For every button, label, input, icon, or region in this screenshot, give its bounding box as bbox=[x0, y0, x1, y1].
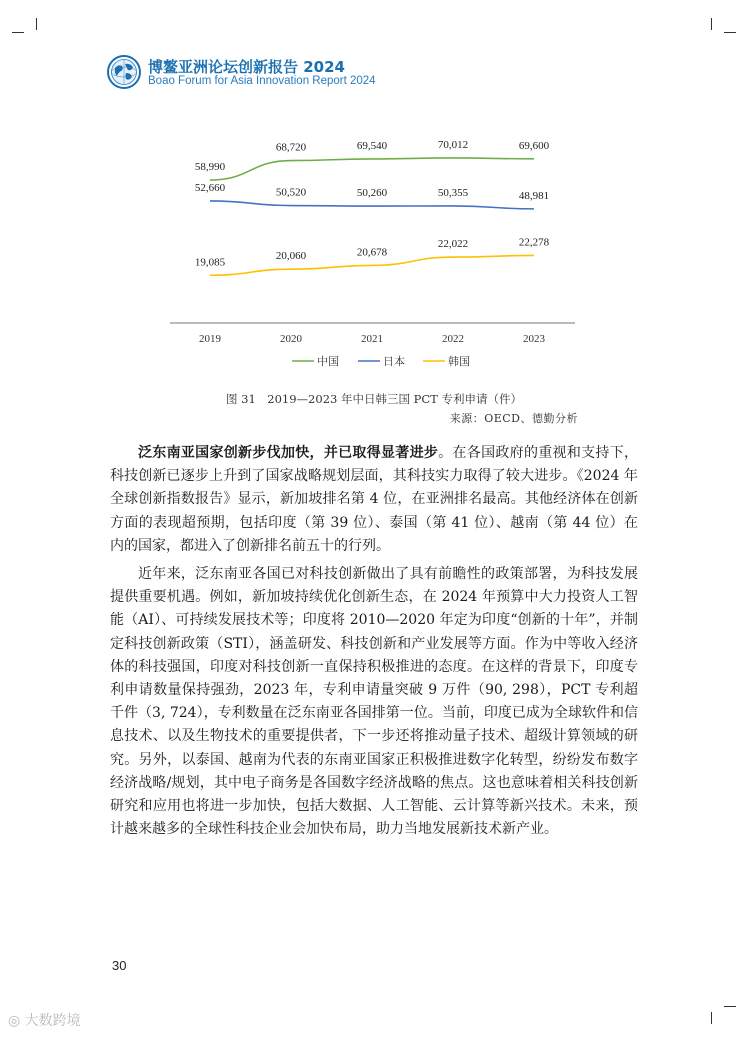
data-label: 50,260 bbox=[356, 187, 388, 200]
data-label: 22,022 bbox=[437, 238, 469, 251]
report-title-en: Boao Forum for Asia Innovation Report 2024 bbox=[148, 75, 376, 87]
paragraph-text: 。在各国政府的重视和支持下，科技创新已逐步上升到了国家战略规划层面，其科技实力取得了较大进步。《2024 年全球创新指数报告》显示，新加坡排名第 4 位，在亚洲排名最高。其他经济体在创新方面的表现超预期，包括印度（第 39 位）、泰国（第 41 位）、越南（第 44 位）在内的国家，都进入了创新排名前五十的行列。 bbox=[110, 445, 639, 554]
series-line-3 bbox=[210, 255, 534, 275]
data-label: 52,660 bbox=[194, 181, 226, 194]
x-tick-label: 2020 bbox=[280, 333, 302, 345]
x-tick-label: 2021 bbox=[361, 333, 383, 345]
figure-source: 来源：OECD、德勤分析 bbox=[449, 412, 578, 425]
pct-line-chart bbox=[150, 118, 590, 378]
crop-mark bbox=[724, 1006, 736, 1007]
legend-label: 中国 bbox=[317, 355, 339, 368]
crop-mark bbox=[36, 18, 37, 30]
data-label: 22,278 bbox=[518, 236, 550, 249]
x-tick-label: 2022 bbox=[442, 333, 464, 345]
x-tick-label: 2019 bbox=[199, 333, 221, 345]
data-label: 50,355 bbox=[437, 186, 469, 199]
data-label: 69,540 bbox=[356, 139, 388, 152]
series-line-2 bbox=[210, 201, 534, 209]
paragraph bbox=[110, 442, 638, 558]
paragraph-lead: 泛东南亚国家创新步伐加快，并已取得显著进步 bbox=[138, 445, 439, 461]
crop-mark bbox=[724, 32, 736, 33]
globe-icon bbox=[106, 54, 142, 90]
crop-mark bbox=[12, 32, 24, 33]
data-label: 68,720 bbox=[275, 141, 307, 154]
data-label: 20,678 bbox=[356, 246, 388, 259]
data-label: 50,520 bbox=[275, 186, 307, 199]
data-label: 19,085 bbox=[194, 256, 226, 269]
data-label: 70,012 bbox=[437, 138, 469, 151]
crop-mark bbox=[711, 1012, 712, 1024]
legend-label: 日本 bbox=[383, 355, 405, 368]
paragraph: 近年来，泛东南亚各国已对科技创新做出了具有前瞻性的政策部署，为科技发展提供重要机遇。例如，新加坡持续优化创新生态，在 2024 年预算中大力投资人工智能（AI）、可持续发展技术等；印度将 2010—2020 年定为印度“创新的十年”，并制定科技创新政策（STI），涵盖研发、科技创新和产业发展等方面。作为中等收入经济体的科技强国，印度对科技创新一直保持积极推进的态度。在这样的背景下，印度专利申请数量保持强劲，2023 年，专利申请量突破 9 万件（90, 298），PCT 专利超千件（3, 724），专利数量在泛东南亚各国排第一位。当前，印度已成为全球软件和信息技术、以及生物技术的重要提供者，下一步还将推动量子技术、超级计算领域的研究。另外，以泰国、越南为代表的东南亚国家正积极推进数字化转型，纷纷发布数字经济战略/规划，其中电子商务是各国数字经济战略的焦点。这也意味着相关科技创新研究和应用也将进一步加快，包括大数据、人工智能、云计算等新兴技术。未来，预计越来越多的全球性科技企业会加快布局，助力当地发展新技术新产业。 bbox=[110, 566, 638, 838]
series-line-1 bbox=[210, 158, 534, 180]
figure-caption: 图 31 2019—2023 年中日韩三国 PCT 专利申请（件） bbox=[226, 392, 522, 406]
data-label: 69,600 bbox=[518, 139, 550, 152]
x-tick-label: 2023 bbox=[523, 333, 545, 345]
report-title: 博鳌亚洲论坛创新报告 2024 bbox=[148, 58, 345, 76]
body-text bbox=[110, 442, 638, 846]
data-label: 58,990 bbox=[194, 161, 226, 174]
crop-mark bbox=[711, 18, 712, 30]
watermark bbox=[8, 1010, 81, 1030]
page-number: 30 bbox=[112, 958, 127, 973]
watermark-icon: ◎ bbox=[8, 1013, 25, 1029]
data-label: 48,981 bbox=[518, 189, 550, 202]
watermark-text: 大数跨境 bbox=[24, 1013, 81, 1029]
data-label: 20,060 bbox=[275, 250, 307, 263]
legend-label: 韩国 bbox=[448, 355, 470, 368]
